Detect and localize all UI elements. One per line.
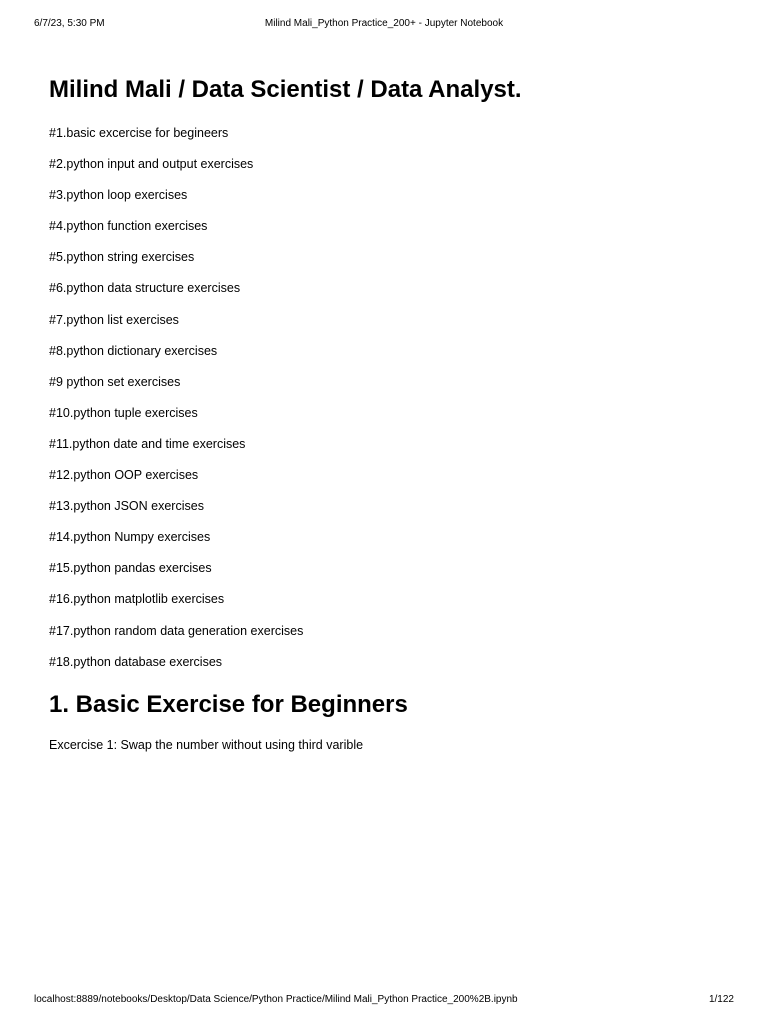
exercise-text: Excercise 1: Swap the number without using third varible <box>49 737 364 752</box>
print-footer <box>34 993 734 1007</box>
toc-item: #11.python date and time exercises <box>49 436 246 451</box>
toc-item: #14.python Numpy exercises <box>49 530 211 545</box>
print-document-title: Milind Mali_Python Practice_200+ - Jupyter Notebook <box>264 18 504 29</box>
print-datetime: 6/7/23, 5:30 PM <box>34 18 105 29</box>
table-of-contents <box>49 125 729 670</box>
toc-item: #7.python list exercises <box>49 312 179 327</box>
toc-item: #6.python data structure exercises <box>49 281 241 296</box>
toc-item: #17.python random data generation exercises <box>49 623 304 638</box>
toc-item: #12.python OOP exercises <box>49 468 199 483</box>
toc-item: #10.python tuple exercises <box>49 405 198 420</box>
toc-item: #16.python matplotlib exercises <box>49 592 225 607</box>
toc-item: #18.python database exercises <box>49 654 223 669</box>
toc-item: #3.python loop exercises <box>49 188 188 203</box>
toc-item: #15.python pandas exercises <box>49 561 212 576</box>
print-url: localhost:8889/notebooks/Desktop/Data Science/Python Practice/Milind Mali_Python Practice_200%2B.ipynb <box>34 994 518 1005</box>
toc-item: #5.python string exercises <box>49 250 195 265</box>
print-header <box>34 17 734 31</box>
toc-item: #13.python JSON exercises <box>49 499 204 514</box>
notebook-content <box>49 74 729 753</box>
page-title: Milind Mali / Data Scientist / Data Analyst. <box>49 76 522 103</box>
section-title: 1. Basic Exercise for Beginners <box>49 690 408 718</box>
toc-item: #2.python input and output exercises <box>49 157 254 172</box>
toc-item: #1.basic excercise for begineers <box>49 126 229 140</box>
toc-item: #8.python dictionary exercises <box>49 343 218 358</box>
toc-item: #4.python function exercises <box>49 219 208 234</box>
print-page-number: 1/122 <box>708 994 734 1005</box>
toc-item: #9 python set exercises <box>49 374 181 389</box>
